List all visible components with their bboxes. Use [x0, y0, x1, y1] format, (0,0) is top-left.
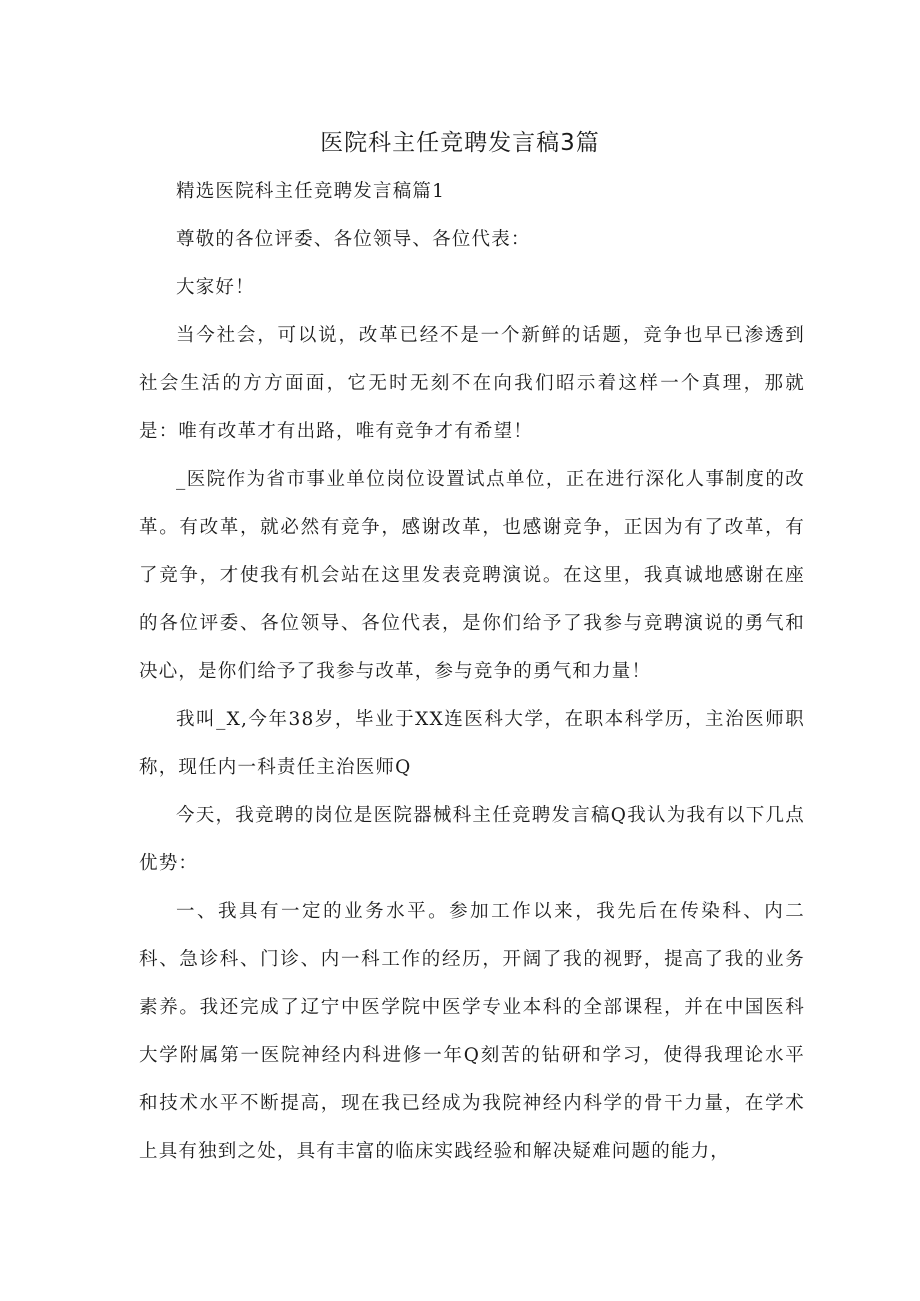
paragraph-hospital-reform: _医院作为省市事业单位岗位设置试点单位，正在进行深化人事制度的改革。有改革，就必然有竞争，感谢改革，也感谢竞争，正因为有了改革，有了竞争，才使我有机会站在这里发表竞聘演说。在这里，我真诚地感谢在座的各位评委、各位领导、各位代表，是你们给予了我参与竞聘演说的勇气和决心，是你们给予了我参与改革，参与竞争的勇气和力量！	[139, 469, 805, 682]
greeting: 大家好！	[176, 277, 255, 298]
salutation: 尊敬的各位评委、各位领导、各位代表：	[176, 229, 531, 250]
paragraph-advantage-one: 一、我具有一定的业务水平。参加工作以来，我先后在传染科、内二科、急诊科、门诊、内一科工作的经历，开阔了我的视野，提高了我的业务素养。我还完成了辽宁中医学院中医学专业本科的全部课程，并在中国医科大学附属第一医院神经内科进修一年Q刻苦的钻研和学习，使得我理论水平和技术水平不断提高，现在我已经成为我院神经内科学的骨干力量，在学术上具有独到之处，具有丰富的临床实践经验和解决疑难问题的能力，	[139, 901, 805, 1162]
paragraph-position: 今天，我竞聘的岗位是医院器械科主任竞聘发言稿Q我认为我有以下几点优势：	[139, 805, 805, 874]
paragraph-reform: 当今社会，可以说，改革已经不是一个新鲜的话题，竞争也早已渗透到社会生活的方方面面，它无时无刻不在向我们昭示着这样一个真理，那就是：唯有改革才有出路，唯有竞争才有希望！	[139, 325, 805, 442]
section-heading: 精选医院科主任竞聘发言稿篇1	[176, 181, 446, 202]
document-body	[139, 168, 805, 1176]
document-title: 医院科主任竞聘发言稿3篇	[320, 130, 600, 156]
paragraph-self-intro: 我叫_X,今年38岁，毕业于XX连医科大学，在职本科学历，主治医师职称，现任内一科责任主治医师Q	[139, 709, 805, 778]
